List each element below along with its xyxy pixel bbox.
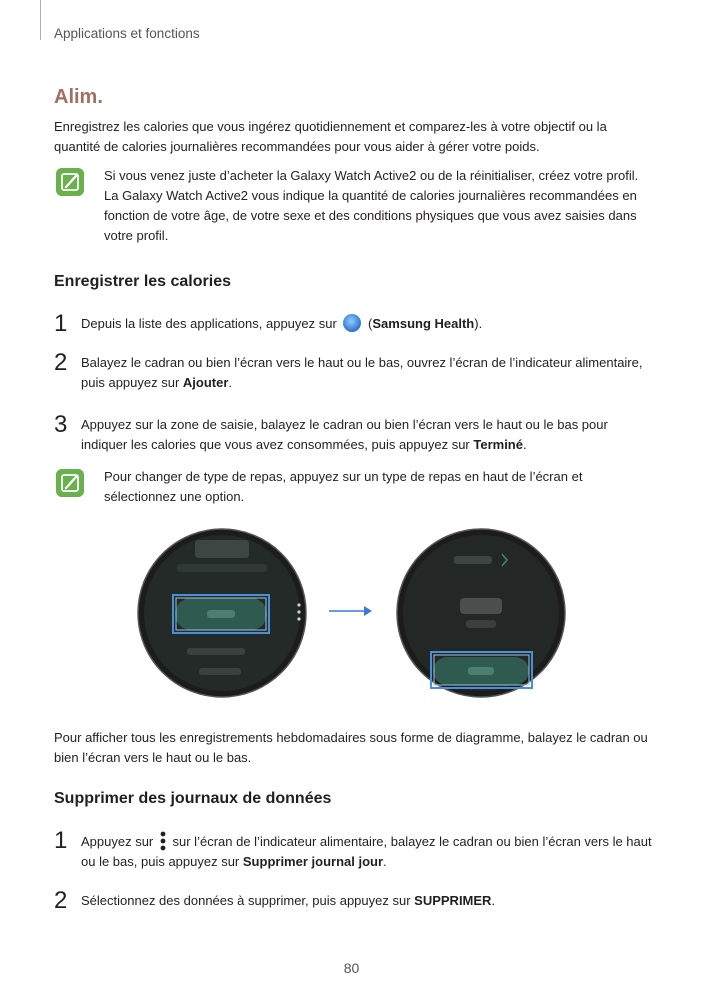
header-divider [40, 0, 41, 40]
pencil-note-icon [56, 469, 84, 497]
note-meal-type: Pour changer de type de repas, appuyez sur un type de repas en haut de l’écran et sélectionnez une option. [104, 469, 583, 504]
section-heading-delete: Supprimer des journaux de données [54, 790, 332, 807]
step-number: 2 [54, 349, 68, 376]
step-text: Balayez le cadran ou bien l’écran vers le haut ou le bas, ouvrez l’écran de l’indicateur alimentaire, puis appuyez sur Ajouter. [81, 355, 643, 390]
step-text: Appuyez sur la zone de saisie, balayez le cadran ou bien l’écran vers le haut ou le bas pour indiquer les calories que vous avez consommées, puis appuyez sur Terminé. [81, 417, 608, 452]
step-number: 3 [54, 411, 68, 438]
watch-screen-food-tracker [137, 528, 307, 698]
pencil-note-icon [56, 168, 84, 196]
step-number: 1 [54, 827, 68, 854]
intro-paragraph: Enregistrez les calories que vous ingérez quotidiennement et comparez-les à votre objectif ou la quantité de calories journalières recommandées pour vous aider à gérer votre poids. [54, 119, 607, 154]
step-number: 2 [54, 887, 68, 914]
samsung-health-icon [343, 314, 361, 332]
page-number: 80 [343, 960, 360, 976]
note-profile: Si vous venez juste d’acheter la Galaxy Watch Active2 ou de la réinitialiser, créez votre profil. La Galaxy Watch Active2 vous indique la quantité de calories journalières recommandées en fonction de votre âge, de votre sexe et des conditions physiques que vous avez saisies dans votre profil. [104, 168, 639, 243]
more-options-icon [160, 831, 166, 851]
watch-screen-calorie-entry [396, 528, 566, 698]
step-text: Appuyez sur sur l’écran de l’indicateur alimentaire, balayez le cadran ou bien l’écran vers le haut ou le bas, puis appuyez sur Supprimer journal jour. [81, 831, 656, 872]
step-number: 1 [54, 310, 68, 337]
step-text: Sélectionnez des données à supprimer, puis appuyez sur SUPPRIMER. [81, 893, 496, 908]
chapter-header: Applications et fonctions [54, 26, 200, 41]
page-title: Alim. [54, 86, 103, 108]
step-text: Depuis la liste des applications, appuyez sur (Samsung Health). [81, 316, 483, 331]
section-heading-record: Enregistrer les calories [54, 273, 231, 290]
arrow-right-icon [328, 604, 374, 618]
weekly-records-paragraph: Pour afficher tous les enregistrements hebdomadaires sous forme de diagramme, balayez le cadran ou bien l’écran vers le haut ou le bas. [54, 730, 648, 765]
